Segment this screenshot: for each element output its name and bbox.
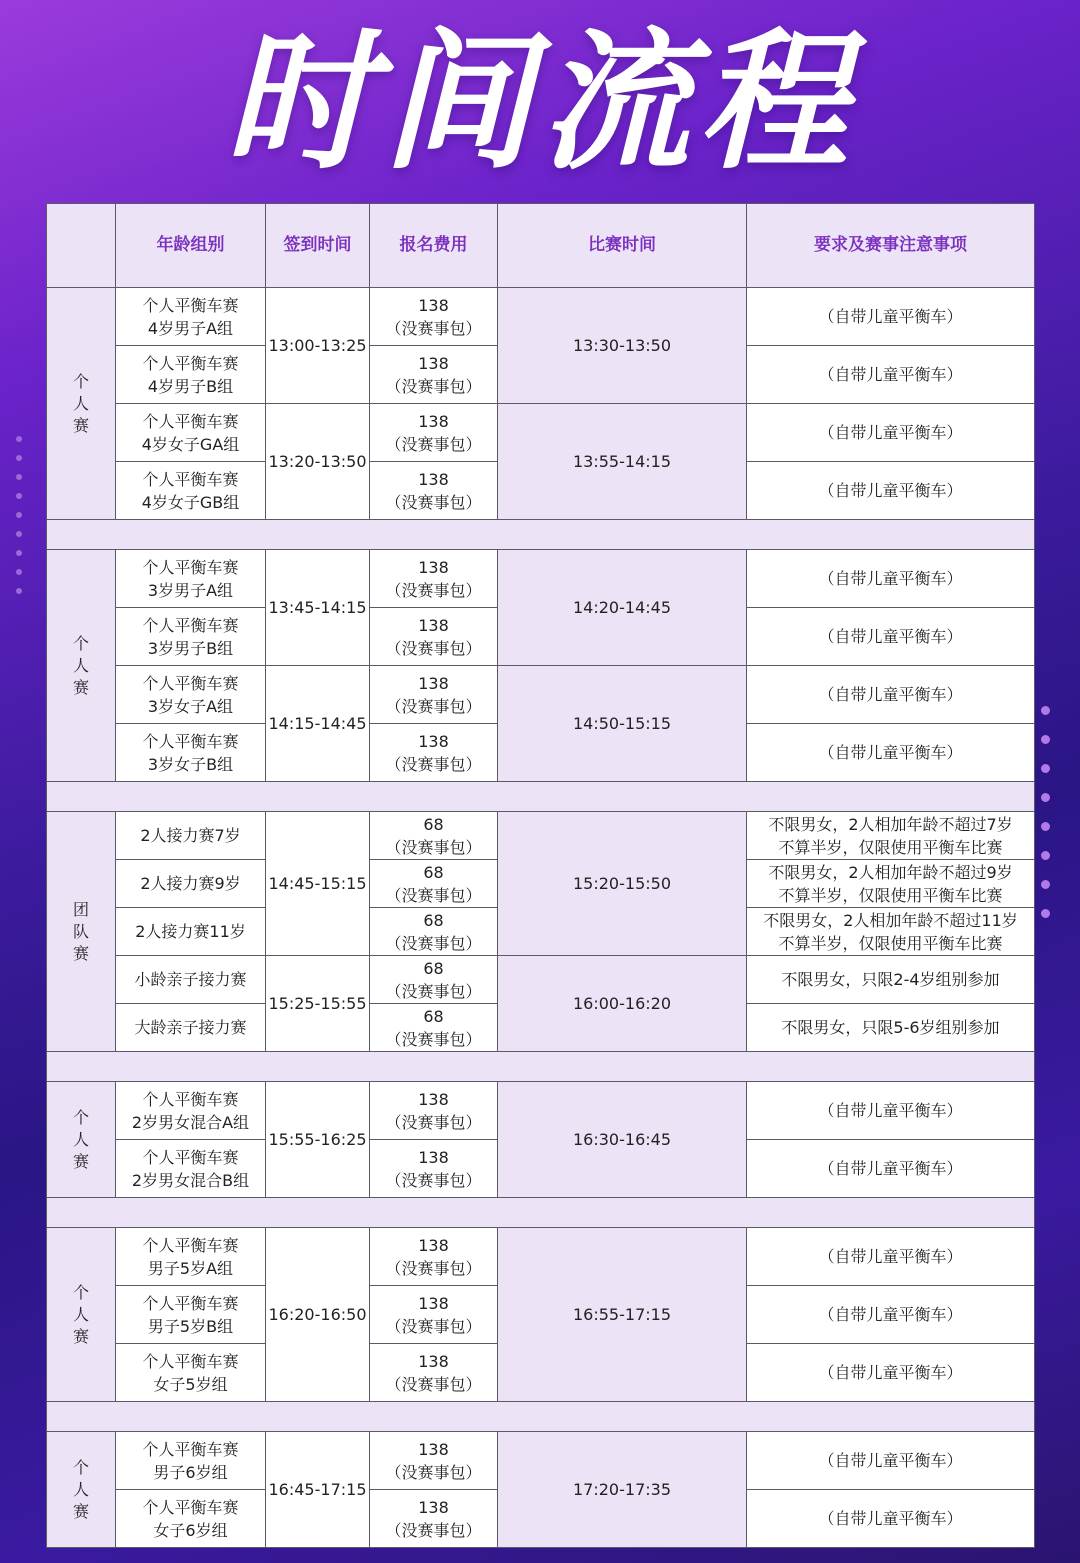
race-time-cell: 16:55-17:15 bbox=[498, 1228, 747, 1402]
table-header-row bbox=[47, 204, 1035, 288]
section-divider bbox=[47, 1402, 1035, 1432]
fee-cell: 138 （没赛事包） bbox=[370, 1432, 498, 1490]
fee-cell: 68 （没赛事包） bbox=[370, 1004, 498, 1052]
table-row bbox=[47, 1432, 1035, 1490]
age-group-cell: 小龄亲子接力赛 bbox=[116, 956, 266, 1004]
fee-cell: 138 （没赛事包） bbox=[370, 404, 498, 462]
section-divider bbox=[47, 1198, 1035, 1228]
notes-cell: （自带儿童平衡车） bbox=[747, 1228, 1035, 1286]
table-row bbox=[47, 288, 1035, 346]
notes-cell: （自带儿童平衡车） bbox=[747, 1082, 1035, 1140]
fee-cell: 138 （没赛事包） bbox=[370, 1228, 498, 1286]
table-row bbox=[47, 550, 1035, 608]
category-cell: 团 队 赛 bbox=[47, 812, 116, 1052]
checkin-time-cell: 13:45-14:15 bbox=[266, 550, 370, 666]
age-group-cell: 大龄亲子接力赛 bbox=[116, 1004, 266, 1052]
header-notes: 要求及赛事注意事项 bbox=[747, 204, 1035, 288]
race-time-cell: 15:20-15:50 bbox=[498, 812, 747, 956]
fee-cell: 68 （没赛事包） bbox=[370, 908, 498, 956]
fee-cell: 68 （没赛事包） bbox=[370, 956, 498, 1004]
age-group-cell: 2人接力赛11岁 bbox=[116, 908, 266, 956]
notes-cell: （自带儿童平衡车） bbox=[747, 550, 1035, 608]
age-group-cell: 个人平衡车赛 女子6岁组 bbox=[116, 1490, 266, 1548]
fee-cell: 138 （没赛事包） bbox=[370, 462, 498, 520]
race-time-cell: 14:20-14:45 bbox=[498, 550, 747, 666]
checkin-time-cell: 16:45-17:15 bbox=[266, 1432, 370, 1548]
table-row bbox=[47, 1082, 1035, 1140]
fee-cell: 138 （没赛事包） bbox=[370, 608, 498, 666]
checkin-time-cell: 15:55-16:25 bbox=[266, 1082, 370, 1198]
fee-cell: 138 （没赛事包） bbox=[370, 1286, 498, 1344]
race-time-cell: 17:20-17:35 bbox=[498, 1432, 747, 1548]
notes-cell: （自带儿童平衡车） bbox=[747, 1490, 1035, 1548]
notes-cell: （自带儿童平衡车） bbox=[747, 724, 1035, 782]
age-group-cell: 个人平衡车赛 4岁男子A组 bbox=[116, 288, 266, 346]
age-group-cell: 个人平衡车赛 3岁男子A组 bbox=[116, 550, 266, 608]
notes-cell: 不限男女，只限2-4岁组别参加 bbox=[747, 956, 1035, 1004]
notes-cell: （自带儿童平衡车） bbox=[747, 1140, 1035, 1198]
notes-cell: （自带儿童平衡车） bbox=[747, 288, 1035, 346]
age-group-cell: 个人平衡车赛 3岁男子B组 bbox=[116, 608, 266, 666]
fee-cell: 138 （没赛事包） bbox=[370, 288, 498, 346]
header-fee: 报名费用 bbox=[370, 204, 498, 288]
age-group-cell: 个人平衡车赛 2岁男女混合B组 bbox=[116, 1140, 266, 1198]
section-divider bbox=[47, 520, 1035, 550]
divider-cell bbox=[47, 1402, 1035, 1432]
page-title: 时间流程 bbox=[223, 16, 856, 190]
age-group-cell: 个人平衡车赛 4岁男子B组 bbox=[116, 346, 266, 404]
header-age-group: 年龄组别 bbox=[116, 204, 266, 288]
header-checkin-time: 签到时间 bbox=[266, 204, 370, 288]
checkin-time-cell: 13:00-13:25 bbox=[266, 288, 370, 404]
age-group-cell: 个人平衡车赛 3岁女子A组 bbox=[116, 666, 266, 724]
race-time-cell: 16:30-16:45 bbox=[498, 1082, 747, 1198]
checkin-time-cell: 16:20-16:50 bbox=[266, 1228, 370, 1402]
notes-cell: （自带儿童平衡车） bbox=[747, 1286, 1035, 1344]
notes-cell: （自带儿童平衡车） bbox=[747, 346, 1035, 404]
fee-cell: 68 （没赛事包） bbox=[370, 860, 498, 908]
table-row bbox=[47, 812, 1035, 860]
fee-cell: 138 （没赛事包） bbox=[370, 1344, 498, 1402]
divider-cell bbox=[47, 1198, 1035, 1228]
fee-cell: 138 （没赛事包） bbox=[370, 1490, 498, 1548]
fee-cell: 138 （没赛事包） bbox=[370, 1140, 498, 1198]
decorative-dots-right bbox=[1041, 706, 1050, 938]
notes-cell: 不限男女，2人相加年龄不超过9岁 不算半岁，仅限使用平衡车比赛 bbox=[747, 860, 1035, 908]
notes-cell: 不限男女，2人相加年龄不超过11岁 不算半岁，仅限使用平衡车比赛 bbox=[747, 908, 1035, 956]
age-group-cell: 个人平衡车赛 3岁女子B组 bbox=[116, 724, 266, 782]
checkin-time-cell: 15:25-15:55 bbox=[266, 956, 370, 1052]
category-cell: 个 人 赛 bbox=[47, 288, 116, 520]
fee-cell: 138 （没赛事包） bbox=[370, 666, 498, 724]
divider-cell bbox=[47, 1052, 1035, 1082]
header-category bbox=[47, 204, 116, 288]
notes-cell: （自带儿童平衡车） bbox=[747, 666, 1035, 724]
fee-cell: 138 （没赛事包） bbox=[370, 346, 498, 404]
race-time-cell: 16:00-16:20 bbox=[498, 956, 747, 1052]
category-cell: 个 人 赛 bbox=[47, 1228, 116, 1402]
age-group-cell: 个人平衡车赛 2岁男女混合A组 bbox=[116, 1082, 266, 1140]
notes-cell: （自带儿童平衡车） bbox=[747, 1432, 1035, 1490]
race-time-cell: 13:30-13:50 bbox=[498, 288, 747, 404]
checkin-time-cell: 13:20-13:50 bbox=[266, 404, 370, 520]
notes-cell: （自带儿童平衡车） bbox=[747, 608, 1035, 666]
category-cell: 个 人 赛 bbox=[47, 1432, 116, 1548]
notes-cell: （自带儿童平衡车） bbox=[747, 462, 1035, 520]
fee-cell: 138 （没赛事包） bbox=[370, 550, 498, 608]
notes-cell: （自带儿童平衡车） bbox=[747, 1344, 1035, 1402]
notes-cell: 不限男女，只限5-6岁组别参加 bbox=[747, 1004, 1035, 1052]
age-group-cell: 个人平衡车赛 男子5岁A组 bbox=[116, 1228, 266, 1286]
table-row bbox=[47, 1228, 1035, 1286]
fee-cell: 138 （没赛事包） bbox=[370, 724, 498, 782]
divider-cell bbox=[47, 520, 1035, 550]
age-group-cell: 2人接力赛7岁 bbox=[116, 812, 266, 860]
age-group-cell: 个人平衡车赛 4岁女子GB组 bbox=[116, 462, 266, 520]
decorative-dots-left bbox=[16, 436, 22, 607]
section-divider bbox=[47, 782, 1035, 812]
age-group-cell: 个人平衡车赛 女子5岁组 bbox=[116, 1344, 266, 1402]
table-row bbox=[47, 404, 1035, 462]
divider-cell bbox=[47, 782, 1035, 812]
race-time-cell: 13:55-14:15 bbox=[498, 404, 747, 520]
table-row bbox=[47, 666, 1035, 724]
fee-cell: 138 （没赛事包） bbox=[370, 1082, 498, 1140]
section-divider bbox=[47, 1052, 1035, 1082]
header-race-time: 比赛时间 bbox=[498, 204, 747, 288]
notes-cell: 不限男女，2人相加年龄不超过7岁 不算半岁，仅限使用平衡车比赛 bbox=[747, 812, 1035, 860]
age-group-cell: 个人平衡车赛 男子5岁B组 bbox=[116, 1286, 266, 1344]
notes-cell: （自带儿童平衡车） bbox=[747, 404, 1035, 462]
age-group-cell: 2人接力赛9岁 bbox=[116, 860, 266, 908]
schedule-table bbox=[46, 203, 1035, 1548]
checkin-time-cell: 14:15-14:45 bbox=[266, 666, 370, 782]
age-group-cell: 个人平衡车赛 男子6岁组 bbox=[116, 1432, 266, 1490]
fee-cell: 68 （没赛事包） bbox=[370, 812, 498, 860]
race-time-cell: 14:50-15:15 bbox=[498, 666, 747, 782]
age-group-cell: 个人平衡车赛 4岁女子GA组 bbox=[116, 404, 266, 462]
category-cell: 个 人 赛 bbox=[47, 1082, 116, 1198]
category-cell: 个 人 赛 bbox=[47, 550, 116, 782]
checkin-time-cell: 14:45-15:15 bbox=[266, 812, 370, 956]
table-row bbox=[47, 956, 1035, 1004]
